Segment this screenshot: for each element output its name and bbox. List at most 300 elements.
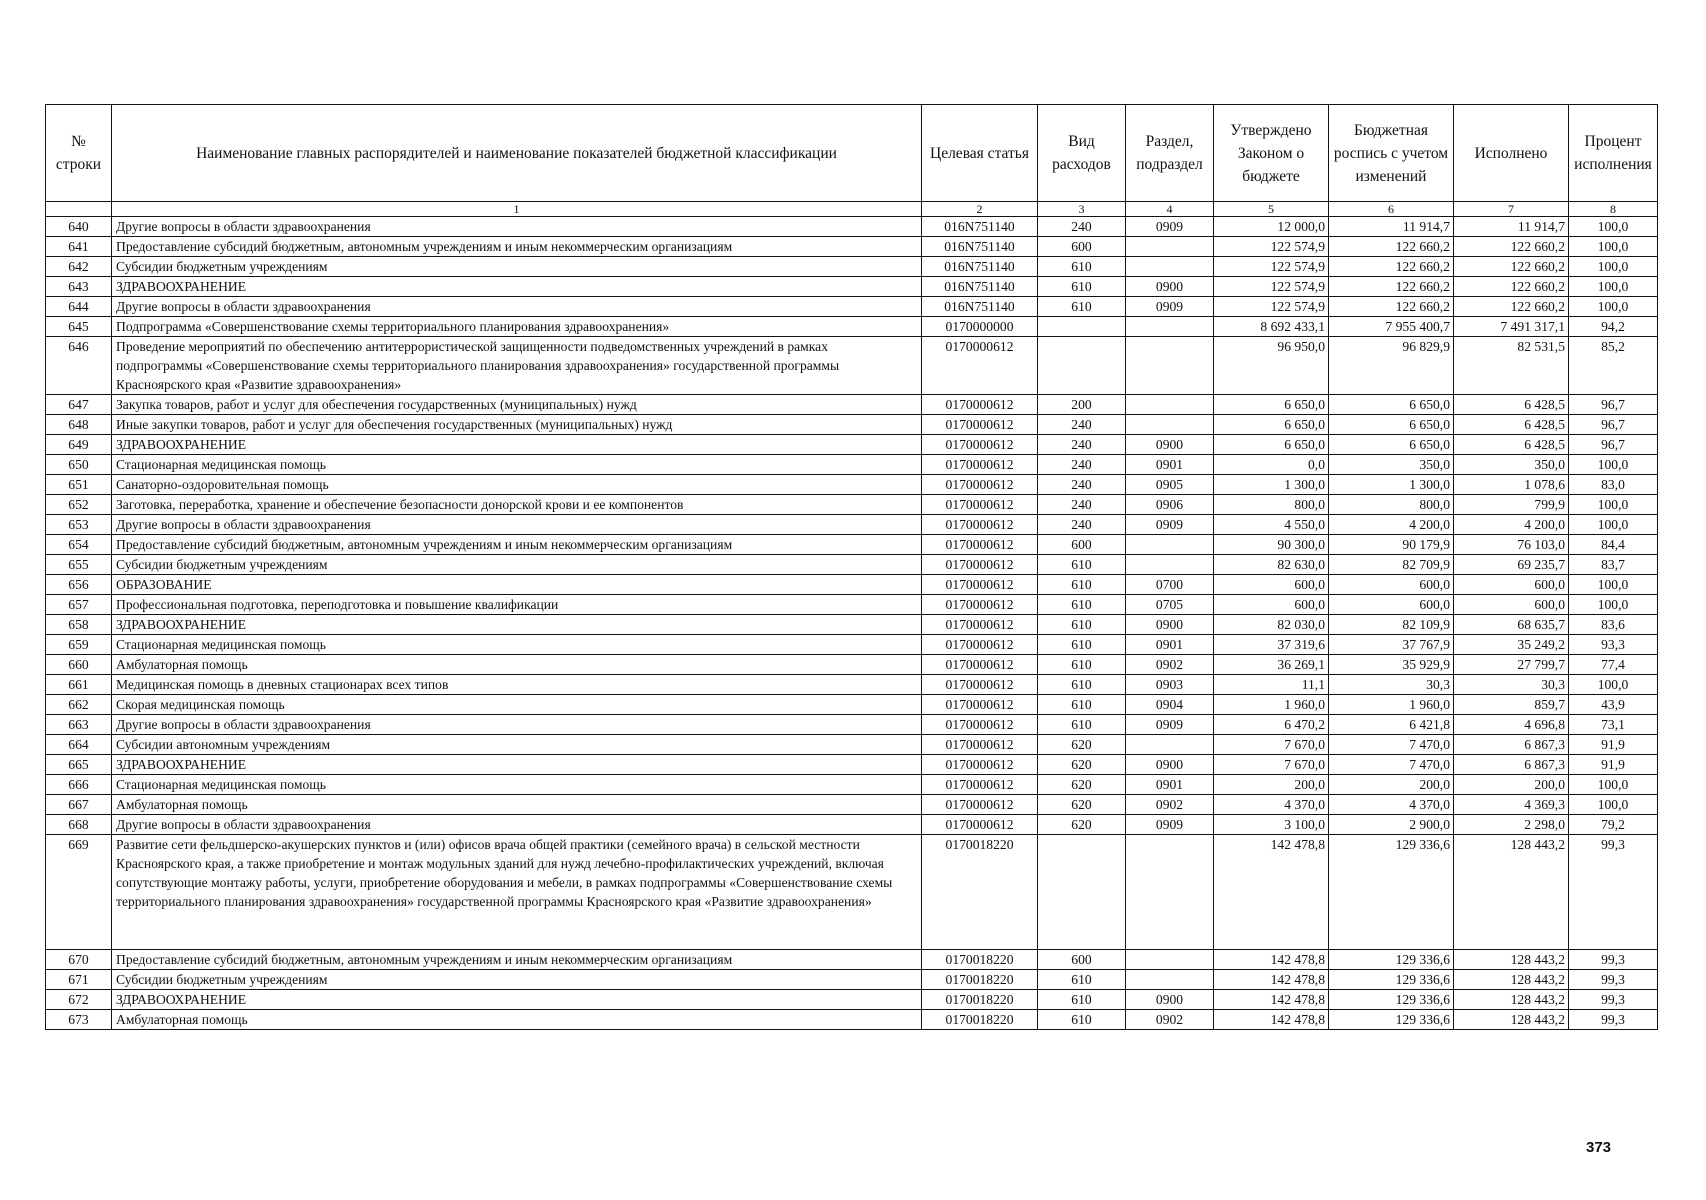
row-number-cell: 653 xyxy=(46,515,112,535)
executed-cell: 350,0 xyxy=(1454,455,1569,475)
budget-table xyxy=(45,104,1658,1030)
section-cell: 0909 xyxy=(1126,297,1214,317)
budget-schedule-cell: 82 109,9 xyxy=(1329,615,1454,635)
section-cell: 0901 xyxy=(1126,775,1214,795)
table-row xyxy=(46,595,1658,615)
budget-schedule-cell: 200,0 xyxy=(1329,775,1454,795)
row-number-cell: 669 xyxy=(46,835,112,950)
row-name-cell: Другие вопросы в области здравоохранения xyxy=(112,297,922,317)
row-name-cell: Другие вопросы в области здравоохранения xyxy=(112,815,922,835)
percent-cell: 73,1 xyxy=(1569,715,1658,735)
row-name-cell: Подпрограмма «Совершенствование схемы территориального планирования здравоохранения» xyxy=(112,317,922,337)
section-cell xyxy=(1126,970,1214,990)
budget-table-sheet xyxy=(45,104,1657,1030)
row-name-cell: Заготовка, переработка, хранение и обеспечение безопасности донорской крови и ее компонентов xyxy=(112,495,922,515)
executed-cell: 128 443,2 xyxy=(1454,970,1569,990)
budget-schedule-cell: 600,0 xyxy=(1329,595,1454,615)
row-name-cell: Предоставление субсидий бюджетным, автономным учреждениям и иным некоммерческим организациям xyxy=(112,237,922,257)
column-number-cell: 1 xyxy=(112,202,922,217)
percent-cell: 99,3 xyxy=(1569,835,1658,950)
table-row xyxy=(46,950,1658,970)
expense-type-cell: 620 xyxy=(1038,815,1126,835)
percent-cell: 83,7 xyxy=(1569,555,1658,575)
target-article-cell: 0170018220 xyxy=(922,950,1038,970)
row-number-cell: 655 xyxy=(46,555,112,575)
percent-cell: 96,7 xyxy=(1569,415,1658,435)
expense-type-cell: 610 xyxy=(1038,970,1126,990)
expense-type-cell: 620 xyxy=(1038,755,1126,775)
expense-type-cell: 610 xyxy=(1038,655,1126,675)
expense-type-cell: 610 xyxy=(1038,1010,1126,1030)
table-row xyxy=(46,395,1658,415)
budget-schedule-cell: 30,3 xyxy=(1329,675,1454,695)
approved-cell: 142 478,8 xyxy=(1214,835,1329,950)
row-name-cell: Другие вопросы в области здравоохранения xyxy=(112,217,922,237)
section-cell: 0900 xyxy=(1126,755,1214,775)
budget-schedule-cell: 7 955 400,7 xyxy=(1329,317,1454,337)
approved-cell: 600,0 xyxy=(1214,575,1329,595)
expense-type-cell: 620 xyxy=(1038,735,1126,755)
row-number-cell: 652 xyxy=(46,495,112,515)
approved-cell: 122 574,9 xyxy=(1214,237,1329,257)
row-name-cell: ЗДРАВООХРАНЕНИЕ xyxy=(112,277,922,297)
section-cell xyxy=(1126,735,1214,755)
expense-type-cell xyxy=(1038,835,1126,950)
target-article-cell: 016N751140 xyxy=(922,277,1038,297)
budget-schedule-cell: 37 767,9 xyxy=(1329,635,1454,655)
table-row xyxy=(46,277,1658,297)
column-number-cell: 6 xyxy=(1329,202,1454,217)
budget-schedule-cell: 6 650,0 xyxy=(1329,415,1454,435)
approved-cell: 6 470,2 xyxy=(1214,715,1329,735)
header-name: Наименование главных распорядителей и наименование показателей бюджетной классификации xyxy=(112,105,922,202)
section-cell: 0909 xyxy=(1126,515,1214,535)
executed-cell: 27 799,7 xyxy=(1454,655,1569,675)
table-row xyxy=(46,655,1658,675)
section-cell: 0901 xyxy=(1126,455,1214,475)
row-number-cell: 643 xyxy=(46,277,112,297)
table-row xyxy=(46,475,1658,495)
expense-type-cell: 610 xyxy=(1038,575,1126,595)
approved-cell: 6 650,0 xyxy=(1214,415,1329,435)
budget-schedule-cell: 2 900,0 xyxy=(1329,815,1454,835)
approved-cell: 82 630,0 xyxy=(1214,555,1329,575)
section-cell xyxy=(1126,835,1214,950)
executed-cell: 4 200,0 xyxy=(1454,515,1569,535)
approved-cell: 7 670,0 xyxy=(1214,735,1329,755)
percent-cell: 96,7 xyxy=(1569,395,1658,415)
row-name-cell: ЗДРАВООХРАНЕНИЕ xyxy=(112,615,922,635)
target-article-cell: 016N751140 xyxy=(922,257,1038,277)
percent-cell: 91,9 xyxy=(1569,755,1658,775)
approved-cell: 36 269,1 xyxy=(1214,655,1329,675)
budget-schedule-cell: 129 336,6 xyxy=(1329,1010,1454,1030)
budget-schedule-cell: 4 370,0 xyxy=(1329,795,1454,815)
row-number-cell: 640 xyxy=(46,217,112,237)
percent-cell: 99,3 xyxy=(1569,1010,1658,1030)
expense-type-cell: 610 xyxy=(1038,990,1126,1010)
row-number-cell: 673 xyxy=(46,1010,112,1030)
expense-type-cell: 240 xyxy=(1038,435,1126,455)
header-row xyxy=(46,105,1658,202)
table-row xyxy=(46,695,1658,715)
header-approved: Утверждено Законом о бюджете xyxy=(1214,105,1329,202)
column-number-cell: 7 xyxy=(1454,202,1569,217)
row-number-cell: 651 xyxy=(46,475,112,495)
executed-cell: 128 443,2 xyxy=(1454,835,1569,950)
executed-cell: 6 867,3 xyxy=(1454,755,1569,775)
percent-cell: 99,3 xyxy=(1569,970,1658,990)
row-number-cell: 660 xyxy=(46,655,112,675)
header-percent: Процент исполнения xyxy=(1569,105,1658,202)
budget-schedule-cell: 90 179,9 xyxy=(1329,535,1454,555)
row-number-cell: 671 xyxy=(46,970,112,990)
executed-cell: 76 103,0 xyxy=(1454,535,1569,555)
section-cell: 0903 xyxy=(1126,675,1214,695)
row-number-cell: 641 xyxy=(46,237,112,257)
approved-cell: 600,0 xyxy=(1214,595,1329,615)
approved-cell: 4 550,0 xyxy=(1214,515,1329,535)
row-name-cell: Скорая медицинская помощь xyxy=(112,695,922,715)
target-article-cell: 0170000612 xyxy=(922,615,1038,635)
section-cell xyxy=(1126,395,1214,415)
section-cell: 0901 xyxy=(1126,635,1214,655)
percent-cell: 100,0 xyxy=(1569,575,1658,595)
executed-cell: 128 443,2 xyxy=(1454,1010,1569,1030)
table-row xyxy=(46,217,1658,237)
table-row xyxy=(46,755,1658,775)
row-number-cell: 644 xyxy=(46,297,112,317)
expense-type-cell: 610 xyxy=(1038,715,1126,735)
section-cell xyxy=(1126,317,1214,337)
target-article-cell: 0170018220 xyxy=(922,990,1038,1010)
percent-cell: 100,0 xyxy=(1569,775,1658,795)
target-article-cell: 0170000612 xyxy=(922,695,1038,715)
column-number-cell: 2 xyxy=(922,202,1038,217)
expense-type-cell: 600 xyxy=(1038,950,1126,970)
expense-type-cell: 240 xyxy=(1038,455,1126,475)
target-article-cell: 0170000612 xyxy=(922,415,1038,435)
table-row xyxy=(46,237,1658,257)
table-row xyxy=(46,317,1658,337)
target-article-cell: 0170018220 xyxy=(922,970,1038,990)
expense-type-cell: 240 xyxy=(1038,415,1126,435)
executed-cell: 128 443,2 xyxy=(1454,950,1569,970)
approved-cell: 96 950,0 xyxy=(1214,337,1329,395)
section-cell: 0909 xyxy=(1126,815,1214,835)
header-executed: Исполнено xyxy=(1454,105,1569,202)
percent-cell: 100,0 xyxy=(1569,675,1658,695)
row-number-cell: 668 xyxy=(46,815,112,835)
approved-cell: 6 650,0 xyxy=(1214,435,1329,455)
row-number-cell: 657 xyxy=(46,595,112,615)
budget-schedule-cell: 1 960,0 xyxy=(1329,695,1454,715)
target-article-cell: 0170000000 xyxy=(922,317,1038,337)
column-number-row xyxy=(46,202,1658,217)
budget-schedule-cell: 7 470,0 xyxy=(1329,735,1454,755)
expense-type-cell: 610 xyxy=(1038,635,1126,655)
executed-cell: 200,0 xyxy=(1454,775,1569,795)
row-name-cell: Предоставление субсидий бюджетным, автономным учреждениям и иным некоммерческим организациям xyxy=(112,535,922,555)
percent-cell: 77,4 xyxy=(1569,655,1658,675)
executed-cell: 859,7 xyxy=(1454,695,1569,715)
row-name-cell: Амбулаторная помощь xyxy=(112,655,922,675)
executed-cell: 69 235,7 xyxy=(1454,555,1569,575)
executed-cell: 30,3 xyxy=(1454,675,1569,695)
row-number-cell: 659 xyxy=(46,635,112,655)
approved-cell: 8 692 433,1 xyxy=(1214,317,1329,337)
approved-cell: 3 100,0 xyxy=(1214,815,1329,835)
table-row xyxy=(46,535,1658,555)
row-number-cell: 654 xyxy=(46,535,112,555)
row-name-cell: Иные закупки товаров, работ и услуг для обеспечения государственных (муниципальных) нужд xyxy=(112,415,922,435)
budget-schedule-cell: 82 709,9 xyxy=(1329,555,1454,575)
table-row xyxy=(46,455,1658,475)
expense-type-cell: 240 xyxy=(1038,495,1126,515)
row-name-cell: Предоставление субсидий бюджетным, автономным учреждениям и иным некоммерческим организациям xyxy=(112,950,922,970)
table-row xyxy=(46,495,1658,515)
target-article-cell: 0170000612 xyxy=(922,475,1038,495)
approved-cell: 142 478,8 xyxy=(1214,990,1329,1010)
percent-cell: 99,3 xyxy=(1569,990,1658,1010)
percent-cell: 93,3 xyxy=(1569,635,1658,655)
expense-type-cell: 600 xyxy=(1038,237,1126,257)
percent-cell: 100,0 xyxy=(1569,595,1658,615)
target-article-cell: 016N751140 xyxy=(922,217,1038,237)
target-article-cell: 016N751140 xyxy=(922,297,1038,317)
target-article-cell: 0170000612 xyxy=(922,795,1038,815)
executed-cell: 35 249,2 xyxy=(1454,635,1569,655)
table-row xyxy=(46,990,1658,1010)
row-number-cell: 670 xyxy=(46,950,112,970)
approved-cell: 11,1 xyxy=(1214,675,1329,695)
section-cell: 0705 xyxy=(1126,595,1214,615)
expense-type-cell xyxy=(1038,317,1126,337)
row-number-cell: 656 xyxy=(46,575,112,595)
target-article-cell: 0170000612 xyxy=(922,775,1038,795)
table-row xyxy=(46,615,1658,635)
executed-cell: 6 428,5 xyxy=(1454,415,1569,435)
executed-cell: 122 660,2 xyxy=(1454,277,1569,297)
table-row xyxy=(46,555,1658,575)
percent-cell: 100,0 xyxy=(1569,495,1658,515)
approved-cell: 1 300,0 xyxy=(1214,475,1329,495)
percent-cell: 94,2 xyxy=(1569,317,1658,337)
executed-cell: 2 298,0 xyxy=(1454,815,1569,835)
target-article-cell: 0170000612 xyxy=(922,555,1038,575)
executed-cell: 799,9 xyxy=(1454,495,1569,515)
section-cell: 0700 xyxy=(1126,575,1214,595)
section-cell: 0902 xyxy=(1126,655,1214,675)
row-name-cell: Амбулаторная помощь xyxy=(112,1010,922,1030)
section-cell: 0900 xyxy=(1126,615,1214,635)
row-number-cell: 661 xyxy=(46,675,112,695)
section-cell xyxy=(1126,415,1214,435)
target-article-cell: 0170000612 xyxy=(922,575,1038,595)
row-name-cell: ОБРАЗОВАНИЕ xyxy=(112,575,922,595)
table-row xyxy=(46,835,1658,950)
column-number-cell: 5 xyxy=(1214,202,1329,217)
table-row xyxy=(46,415,1658,435)
executed-cell: 4 696,8 xyxy=(1454,715,1569,735)
expense-type-cell: 610 xyxy=(1038,675,1126,695)
budget-schedule-cell: 129 336,6 xyxy=(1329,950,1454,970)
expense-type-cell: 240 xyxy=(1038,217,1126,237)
row-number-cell: 664 xyxy=(46,735,112,755)
table-row xyxy=(46,815,1658,835)
row-number-cell: 665 xyxy=(46,755,112,775)
budget-schedule-cell: 129 336,6 xyxy=(1329,835,1454,950)
executed-cell: 122 660,2 xyxy=(1454,257,1569,277)
percent-cell: 100,0 xyxy=(1569,297,1658,317)
table-row xyxy=(46,675,1658,695)
section-cell xyxy=(1126,950,1214,970)
row-name-cell: Субсидии автономным учреждениям xyxy=(112,735,922,755)
section-cell: 0909 xyxy=(1126,217,1214,237)
expense-type-cell: 620 xyxy=(1038,775,1126,795)
header-row-number: № строки xyxy=(46,105,112,202)
expense-type-cell: 200 xyxy=(1038,395,1126,415)
expense-type-cell: 610 xyxy=(1038,277,1126,297)
target-article-cell: 0170000612 xyxy=(922,535,1038,555)
target-article-cell: 0170000612 xyxy=(922,595,1038,615)
column-number-cell xyxy=(46,202,112,217)
row-number-cell: 646 xyxy=(46,337,112,395)
executed-cell: 6 428,5 xyxy=(1454,395,1569,415)
percent-cell: 100,0 xyxy=(1569,277,1658,297)
approved-cell: 122 574,9 xyxy=(1214,277,1329,297)
section-cell: 0902 xyxy=(1126,1010,1214,1030)
table-row xyxy=(46,635,1658,655)
table-row xyxy=(46,337,1658,395)
header-section: Раздел, подраздел xyxy=(1126,105,1214,202)
approved-cell: 6 650,0 xyxy=(1214,395,1329,415)
budget-schedule-cell: 6 421,8 xyxy=(1329,715,1454,735)
section-cell: 0900 xyxy=(1126,435,1214,455)
budget-schedule-cell: 129 336,6 xyxy=(1329,990,1454,1010)
percent-cell: 100,0 xyxy=(1569,795,1658,815)
row-number-cell: 662 xyxy=(46,695,112,715)
percent-cell: 100,0 xyxy=(1569,257,1658,277)
executed-cell: 128 443,2 xyxy=(1454,990,1569,1010)
budget-schedule-cell: 96 829,9 xyxy=(1329,337,1454,395)
target-article-cell: 0170000612 xyxy=(922,655,1038,675)
executed-cell: 6 428,5 xyxy=(1454,435,1569,455)
budget-schedule-cell: 7 470,0 xyxy=(1329,755,1454,775)
target-article-cell: 0170000612 xyxy=(922,515,1038,535)
executed-cell: 7 491 317,1 xyxy=(1454,317,1569,337)
approved-cell: 37 319,6 xyxy=(1214,635,1329,655)
expense-type-cell: 620 xyxy=(1038,795,1126,815)
budget-schedule-cell: 122 660,2 xyxy=(1329,257,1454,277)
approved-cell: 12 000,0 xyxy=(1214,217,1329,237)
approved-cell: 4 370,0 xyxy=(1214,795,1329,815)
section-cell xyxy=(1126,237,1214,257)
percent-cell: 99,3 xyxy=(1569,950,1658,970)
approved-cell: 90 300,0 xyxy=(1214,535,1329,555)
expense-type-cell: 610 xyxy=(1038,555,1126,575)
percent-cell: 79,2 xyxy=(1569,815,1658,835)
target-article-cell: 0170018220 xyxy=(922,835,1038,950)
target-article-cell: 016N751140 xyxy=(922,237,1038,257)
row-name-cell: Развитие сети фельдшерско-акушерских пунктов и (или) офисов врача общей практики (семейного врача) в сельской местности Красноярского края, а также приобретение и монтаж модульных зданий для нужд лечебно-профилактических учреждений, включая сопутствующие монтажу работы, услуги, приобретение оборудования и мебели, в рамках подпрограммы «Совершенствование схемы территориального планирования здравоохранения» государственной программы Красноярского края «Развитие здравоохранения» xyxy=(112,835,922,950)
section-cell: 0909 xyxy=(1126,715,1214,735)
target-article-cell: 0170018220 xyxy=(922,1010,1038,1030)
row-name-cell: ЗДРАВООХРАНЕНИЕ xyxy=(112,990,922,1010)
row-name-cell: Другие вопросы в области здравоохранения xyxy=(112,515,922,535)
executed-cell: 122 660,2 xyxy=(1454,297,1569,317)
budget-schedule-cell: 122 660,2 xyxy=(1329,277,1454,297)
approved-cell: 142 478,8 xyxy=(1214,950,1329,970)
table-row xyxy=(46,515,1658,535)
section-cell xyxy=(1126,555,1214,575)
column-number-cell: 3 xyxy=(1038,202,1126,217)
row-name-cell: Субсидии бюджетным учреждениям xyxy=(112,970,922,990)
budget-schedule-cell: 800,0 xyxy=(1329,495,1454,515)
section-cell: 0904 xyxy=(1126,695,1214,715)
section-cell xyxy=(1126,257,1214,277)
section-cell: 0900 xyxy=(1126,990,1214,1010)
target-article-cell: 0170000612 xyxy=(922,455,1038,475)
target-article-cell: 0170000612 xyxy=(922,395,1038,415)
executed-cell: 4 369,3 xyxy=(1454,795,1569,815)
target-article-cell: 0170000612 xyxy=(922,435,1038,455)
expense-type-cell: 240 xyxy=(1038,515,1126,535)
row-name-cell: ЗДРАВООХРАНЕНИЕ xyxy=(112,435,922,455)
executed-cell: 600,0 xyxy=(1454,575,1569,595)
column-number-cell: 4 xyxy=(1126,202,1214,217)
table-row xyxy=(46,575,1658,595)
target-article-cell: 0170000612 xyxy=(922,675,1038,695)
percent-cell: 85,2 xyxy=(1569,337,1658,395)
section-cell: 0902 xyxy=(1126,795,1214,815)
budget-schedule-cell: 35 929,9 xyxy=(1329,655,1454,675)
budget-schedule-cell: 6 650,0 xyxy=(1329,395,1454,415)
expense-type-cell: 610 xyxy=(1038,257,1126,277)
row-name-cell: Амбулаторная помощь xyxy=(112,795,922,815)
row-number-cell: 648 xyxy=(46,415,112,435)
table-row xyxy=(46,775,1658,795)
row-number-cell: 658 xyxy=(46,615,112,635)
header-budget-schedule: Бюджетная роспись с учетом изменений xyxy=(1329,105,1454,202)
budget-schedule-cell: 11 914,7 xyxy=(1329,217,1454,237)
executed-cell: 68 635,7 xyxy=(1454,615,1569,635)
table-row xyxy=(46,715,1658,735)
expense-type-cell xyxy=(1038,337,1126,395)
row-number-cell: 663 xyxy=(46,715,112,735)
approved-cell: 1 960,0 xyxy=(1214,695,1329,715)
page-number: 373 xyxy=(1586,1139,1612,1156)
target-article-cell: 0170000612 xyxy=(922,755,1038,775)
row-name-cell: Проведение мероприятий по обеспечению антитеррористической защищенности подведомственных учреждений в рамках подпрограммы «Совершенствование схемы территориального планирования здравоохранения» государственной программы Красноярского края «Развитие здравоохранения» xyxy=(112,337,922,395)
percent-cell: 83,6 xyxy=(1569,615,1658,635)
expense-type-cell: 600 xyxy=(1038,535,1126,555)
table-row xyxy=(46,257,1658,277)
row-number-cell: 649 xyxy=(46,435,112,455)
column-number-cell: 8 xyxy=(1569,202,1658,217)
section-cell xyxy=(1126,535,1214,555)
row-number-cell: 647 xyxy=(46,395,112,415)
approved-cell: 142 478,8 xyxy=(1214,1010,1329,1030)
table-row xyxy=(46,297,1658,317)
row-name-cell: Стационарная медицинская помощь xyxy=(112,635,922,655)
section-cell: 0900 xyxy=(1126,277,1214,297)
row-name-cell: Санаторно-оздоровительная помощь xyxy=(112,475,922,495)
percent-cell: 84,4 xyxy=(1569,535,1658,555)
row-name-cell: Субсидии бюджетным учреждениям xyxy=(112,555,922,575)
percent-cell: 43,9 xyxy=(1569,695,1658,715)
target-article-cell: 0170000612 xyxy=(922,337,1038,395)
